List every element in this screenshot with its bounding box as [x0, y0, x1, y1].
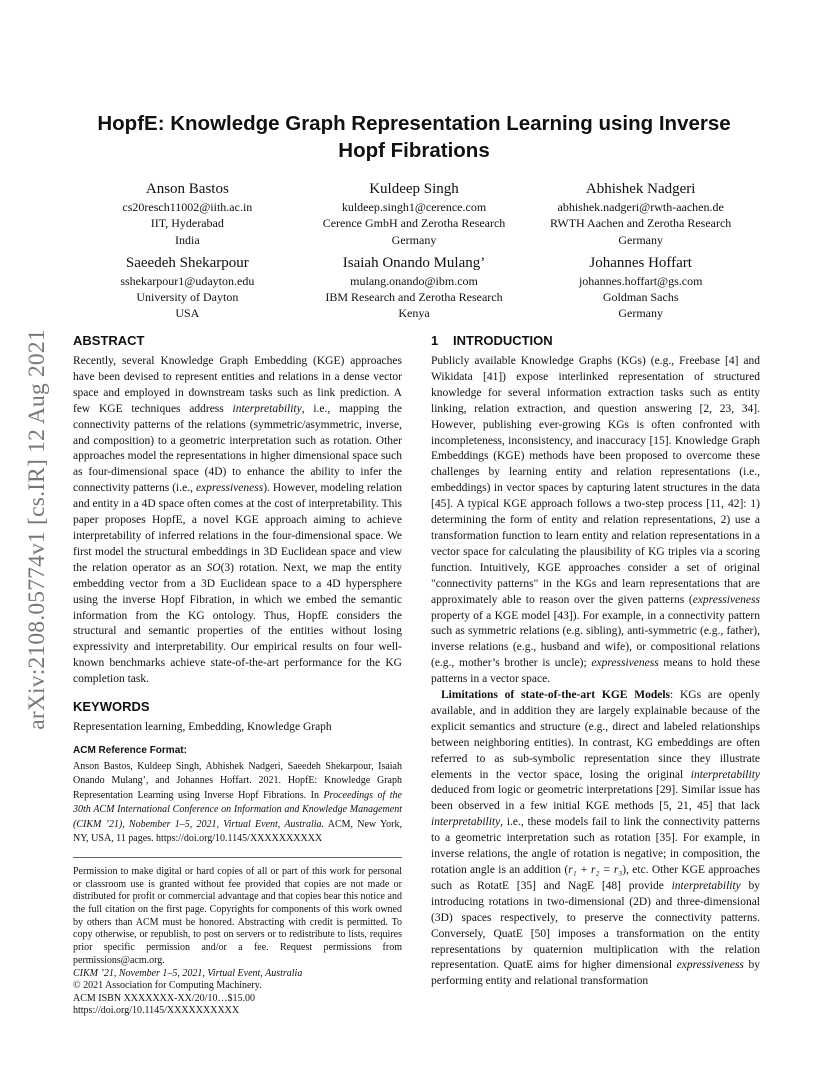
acm-reference-heading: ACM Reference Format: — [73, 744, 187, 756]
intro-text-part: property of a KGE model [43]). For example, in a connectivity pattern such as symmetric relations (e.g. sibling), anti-symmetric (e.g., father), inverse relations (e.g., husband and wife), or compositional relations (e.g., mother’s brother is uncle); — [431, 609, 760, 670]
intro-text-part: means to hold these patterns in a vector space. — [431, 657, 760, 686]
left-column — [73, 332, 402, 1018]
abstract-text-part: , i.e., mapping the connectivity patterns of the relations (symmetric/asymmetric, inverse, and composition) to a geometric interpretation such as rotation. Other approaches model the representations in higher dimensional space such as four-dimensional space (4D) to enhance the ability to infer the connectivity patterns (i.e., — [73, 402, 403, 495]
author-card — [301, 179, 528, 248]
keywords-text: Representation learning, Embedding, Knowledge Graph — [73, 721, 332, 734]
intro-text-part: by performing entity and relational transformation — [431, 959, 760, 988]
author-country: Germany — [618, 306, 663, 321]
intro-emphasis: interpretability — [690, 768, 760, 781]
author-email: cs20resch11002@iith.ac.in — [122, 200, 253, 214]
paragraph-lead-in: Limitations of state-of-the-art KGE Models — [441, 689, 671, 702]
abstract-emphasis: interpretability — [232, 402, 302, 415]
author-card — [527, 253, 754, 322]
copyright-line: © 2021 Association for Computing Machinery. — [73, 980, 262, 992]
author-email: abhishek.nadgeri@rwth-aachen.de — [557, 200, 724, 214]
author-name: Anson Bastos — [145, 181, 229, 197]
section-heading — [431, 332, 760, 350]
intro-paragraph — [431, 354, 760, 688]
abstract-emphasis: expressiveness — [195, 482, 264, 495]
intro-text-part: by introducing rotations in two-dimensional (2D) and three-dimensional (3D) spaces respectively, to preserve the connectivity patterns. Conversely, QuatE [50] imposes a transformation on the entity representations by quaternion multiplication with the relation representation. QuatE aims for higher dimensional — [431, 879, 760, 972]
footnote-divider — [73, 857, 402, 858]
intro-emphasis: expressiveness — [591, 657, 659, 670]
abstract-heading: ABSTRACT — [73, 333, 145, 348]
intro-text-part: Publicly available Knowledge Graphs (KGs) (e.g., Freebase [4] and Wikidata [41]) expose interlinked representation of structured knowledge for several information extraction tasks such as entity linking, relation extraction, and question answering [2, 23, 34]. However, publishing ever-growing KGs is often confronted with incompleteness, inconsistency, and inaccuracy [15]. Knowledge Graph Embeddings (KGE) methods have been proposed to overcome these challenges by learning entity and relation representations (i.e., embeddings) in vector spaces by capturing latent structures in the data [45]. A typical KGE approach follows a two-step process [11, 42]: 1) determining the form of entity and relation representations, 2) use a transformation function to learn entity and relation representations in a vector space for calculating the plausibility of KG triples via a scoring function. Intuitively, KGE approaches consider a set of original "connectivity patterns" in the KGs and learn representations that are approximately able to reason over the given patterns ( — [431, 355, 760, 606]
acm-reference-proceedings: Proceedings of the 30th ACM International Conference on Information and Knowledge Management (CIKM ’21), Nobember 1–5, 2021, Virtual Event, Australia. — [73, 789, 402, 830]
author-affiliation: University of Dayton — [136, 290, 239, 305]
right-column — [431, 332, 760, 990]
arxiv-sidebar — [14, 294, 60, 764]
abstract-text-part: Recently, several Knowledge Graph Embedding (KGE) approaches have been devised to represent entities and relations in a dense vector space and employed in downstream tasks such as link prediction. A few KGE techniques address — [73, 355, 402, 415]
intro-paragraph — [431, 688, 760, 990]
acm-reference-part: Anson Bastos, Kuldeep Singh, Abhishek Nadgeri, Saeedeh Shekarpour, Isaiah Onando Mulang’, and Johannes Hoffart. 2021. HopfE: Knowledge Graph Representation Learning using Inverse Hopf Fibrations. In — [73, 760, 402, 801]
intro-emphasis: interpretability — [671, 879, 741, 892]
author-country: Germany — [391, 232, 437, 247]
inline-math: r₁ + r₂ = r₃ — [568, 864, 623, 876]
author-country: Kenya — [398, 306, 430, 321]
author-affiliation: RWTH Aachen and Zerotha Research — [550, 216, 732, 231]
intro-text-part: , i.e., these models fail to link the connectivity patterns to a geometric interpretation such as rotation [35]. For example, in inverse relations, the angle of rotation is negative; in composition, the rotation angle is an addition ( — [431, 816, 760, 876]
author-email: mulang.onando@ibm.com — [350, 273, 478, 288]
author-name: Abhishek Nadgeri — [585, 181, 696, 197]
intro-emphasis: expressiveness — [676, 959, 744, 972]
abstract-text — [73, 354, 402, 688]
author-affiliation: IIT, Hyderabad — [150, 216, 224, 231]
intro-text-part: : KGs are openly available, and in addition they are largely explainable because of the explicit semantics and structure (e.g., direct and labeled relationships between neighboring entities). In contrast, KG embeddings are often referred to as sub-symbolic representation since they illustrate elements in the vector space, losing the original — [431, 689, 760, 781]
section-number: 1 — [431, 333, 439, 348]
author-name: Johannes Hoffart — [589, 254, 692, 271]
conference-venue: CIKM ’21, November 1–5, 2021, Virtual Event, Australia — [73, 967, 303, 979]
author-email: johannes.hoffart@gs.com — [578, 273, 703, 288]
author-name: Saeedeh Shekarpour — [125, 254, 249, 271]
section-title: INTRODUCTION — [453, 333, 553, 348]
author-affiliation: IBM Research and Zerotha Research — [325, 290, 503, 305]
isbn-line: ACM ISBN XXXXXXX-XX/20/10…$15.00 — [73, 992, 255, 1004]
author-email: sshekarpour1@udayton.edu — [120, 273, 255, 288]
intro-text-part: ), etc. Other KGE approaches such as RotatE [35] and NagE [48] provide — [431, 864, 760, 892]
author-email: kuldeep.singh1@cerence.com — [341, 200, 487, 214]
keywords-heading: KEYWORDS — [73, 699, 150, 715]
author-country: USA — [175, 306, 200, 321]
arxiv-identifier: arXiv:2108.05774v1 [cs.IR] 12 Aug 2021 — [23, 328, 50, 730]
author-card — [301, 253, 528, 322]
author-affiliation: Goldman Sachs — [602, 290, 679, 305]
author-row — [74, 179, 754, 248]
author-card — [74, 253, 301, 322]
author-row — [74, 253, 754, 322]
author-card — [527, 179, 754, 248]
doi-link[interactable]: https://doi.org/10.1145/XXXXXXXXXX — [73, 1005, 240, 1017]
author-country: India — [175, 232, 200, 247]
author-card — [74, 179, 301, 248]
intro-text-part: deduced from logic or geometric interpretations [29]. Similar issue has been observed in a few initial KGE methods [5, 21, 45] that lack — [431, 784, 760, 813]
abstract-text-part: ). However, modeling relation and entity in a 4D space often comes at the cost of interpretability. This paper proposes HopfE, a novel KGE approach aiming to achieve interpretability of inferred relations in the four-dimensional space. We first model the structural embeddings in 3D Euclidean space and view the relation operator as an — [73, 482, 402, 574]
abstract-math: SO — [206, 561, 221, 574]
author-country: Germany — [618, 232, 663, 247]
intro-emphasis: interpretability — [431, 816, 501, 829]
abstract-text-part: (3) rotation. Next, we map the entity embedding vector from a 3D Euclidean space to a 4D hypersphere using the inverse Hopf Fibration, in which we embed the semantic information from the KG ontology. Thus, HopfE considers the structural and semantic properties of the entities without losing expressivity and interpretability. Our empirical results on four well-known benchmarks achieve state-of-the-art performance for the KG completion task. — [73, 561, 403, 686]
acm-reference-part: ACM, New York, NY, USA, 11 pages. https://doi.org/10.1145/XXXXXXXXXX — [73, 818, 402, 845]
author-affiliation: Cerence GmbH and Zerotha Research — [322, 216, 506, 231]
author-name: Kuldeep Singh — [369, 181, 459, 197]
intro-emphasis: expressiveness — [692, 593, 760, 606]
acm-reference-text — [73, 760, 402, 847]
author-block — [74, 179, 754, 322]
paper-title: HopfE: Knowledge Graph Representation Learning using Inverse Hopf Fibrations — [97, 112, 731, 162]
permission-notice: Permission to make digital or hard copies of all or part of this work for personal or classroom use is granted without fee provided that copies are not made or distributed for profit or commercial advantage and that copies bear this notice and the full citation on the first page. Copyrights for components of this work owned by others than ACM must be honored. Abstracting with credit is permitted. To copy otherwise, or republish, to post on servers or to redistribute to lists, requires prior specific permission and/or a fee. Request permissions from permissions@acm.org. — [73, 865, 402, 966]
author-name: Isaiah Onando Mulang’ — [342, 254, 486, 271]
